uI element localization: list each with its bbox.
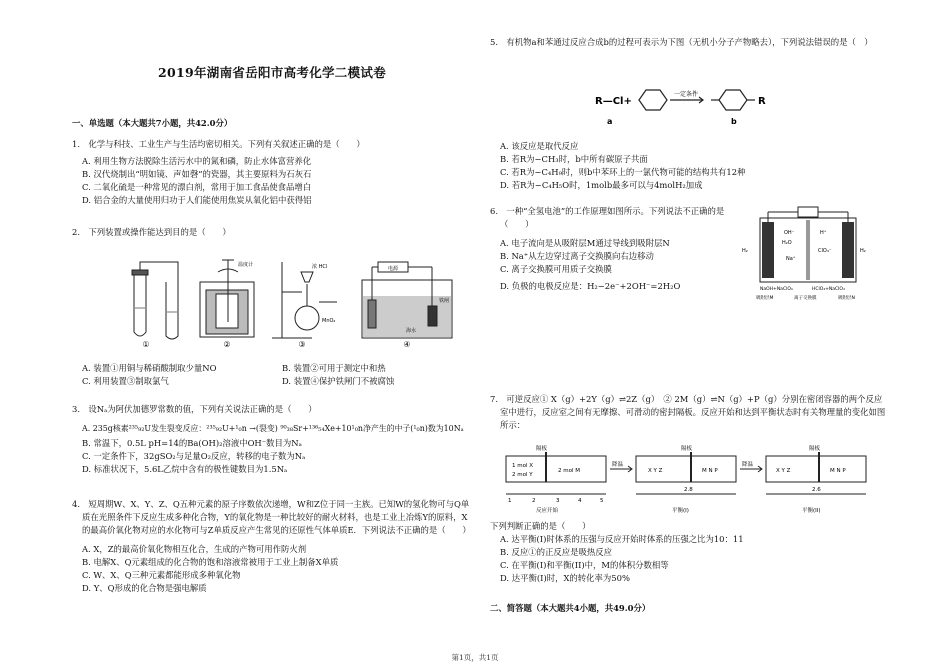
hydrogen-cell-figure xyxy=(738,204,878,302)
product-r-text: R xyxy=(758,96,766,107)
question-1 xyxy=(72,138,472,207)
question-stem: 1. 化学与科技、工业生产与生活均密切相关。下列有关叙述正确的是（ ） xyxy=(72,139,365,149)
option-c: C. 若R为−C₄H₉时，则b中苯环上的一氯代物可能的结构共有12种 xyxy=(500,167,746,177)
question-7-options xyxy=(490,520,890,585)
apparatus-label-1: ① xyxy=(142,340,150,349)
reaction-scheme xyxy=(595,80,785,130)
option-a: A. 达平衡(I)时体系的压强与反应开始时体系的压强之比为10：11 xyxy=(500,534,744,544)
scale-2: 2 xyxy=(532,498,536,504)
question-7-followup: 下列判断正确的是（ ） xyxy=(490,521,591,531)
mnp-label-1: M N P xyxy=(702,468,718,474)
section-heading-1: 一、单选题（本大题共7小题，共42.0分） xyxy=(72,118,233,128)
h-plus-label: H⁺ xyxy=(820,230,827,236)
apparatus-label-2: ② xyxy=(223,340,231,349)
question-stem: 5. 有机物a和苯通过反应合成b的过程可表示为下图（无机小分子产物略去），下列说法错误的是（ ） xyxy=(490,37,873,47)
question-3 xyxy=(72,403,472,476)
option-b: B. Na⁺从左边穿过离子交换膜向右边移动 xyxy=(500,251,654,261)
mnp-label-2: M N P xyxy=(830,468,846,474)
option-c: C. 在平衡(I)和平衡(II)中，M的体积分数相等 xyxy=(500,560,669,570)
partition-position-1: 2.8 xyxy=(684,487,693,493)
option-d: D. 铝合金的大量使用归功于人们能使用焦炭从氧化铝中获得铝 xyxy=(82,195,312,205)
apparatus-label-3: ③ xyxy=(298,340,306,349)
page-footer: 第1页，共1页 xyxy=(451,653,499,662)
equilibrium-figure xyxy=(502,442,878,514)
h2-right-label: H₂ xyxy=(860,248,866,254)
label-a: a xyxy=(607,117,613,126)
option-a: A. 电子流向是从吸附层M通过导线到吸附层N xyxy=(500,238,670,248)
option-b: B. 装置②可用于测定中和热 xyxy=(282,363,386,373)
option-d: D. 若R为−C₄H₅O时，1molb最多可以与4molH₂加成 xyxy=(500,180,703,190)
option-b: B. 电解X、Q元素组成的化合物的饱和溶液常被用于工业上制备X单质 xyxy=(82,557,339,567)
partition-label-2: 隔板 xyxy=(681,446,693,452)
xyz-label-2: X Y Z xyxy=(776,468,791,474)
partition-label-3: 隔板 xyxy=(809,446,821,452)
option-a: A. X，Z的最高价氧化物相互化合，生成的产物可用作防火剂 xyxy=(82,544,307,554)
condition-label: 一定条件 xyxy=(673,91,699,98)
scale-5: 5 xyxy=(600,498,604,504)
question-stem: 7. 可逆反应① X（g）+2Y（g）⇌2Z（g） ② 2M（g）⇌N（g）+P（g）分别在密闭容器的两个反应室中进行，反应室之间有无摩擦、可滑动的密封隔板。反应开始和达到平衡状态时有关物理量的变化如图所示： xyxy=(490,394,886,430)
option-a: A. 该反应是取代反应 xyxy=(500,141,579,151)
two-mol-y: 2 mol Y xyxy=(512,472,533,478)
xyz-label-1: X Y Z xyxy=(648,468,663,474)
h2o-label: H₂O xyxy=(782,240,792,246)
question-6 xyxy=(490,205,740,293)
iron-gate-label: 铁闸 xyxy=(439,298,450,304)
question-stem: 6. 一种“全氢电池”的工作原理如图所示。下列说法不正确的是（ ） xyxy=(490,206,725,229)
partition-label-1: 隔板 xyxy=(536,446,548,452)
start-label: 反应开始 xyxy=(536,508,559,514)
one-mol-x: 1 mol X xyxy=(512,463,534,469)
two-mol-m: 2 mol M xyxy=(558,468,580,474)
option-d: D. 装置④保护铁闸门不被腐蚀 xyxy=(282,376,395,386)
conc-hcl-label: 浓 HCl xyxy=(312,264,328,270)
question-7 xyxy=(490,393,890,432)
option-d: D. Y、Q形成的化合物是强电解质 xyxy=(82,583,207,593)
option-d: D. 负极的电极反应是：H₂−2e⁻+2OH⁻=2H₂O xyxy=(500,281,681,291)
option-c: C. 二氧化硫是一种常见的漂白剂，常用于加工食品使食品增白 xyxy=(82,182,312,192)
cooling-label-1: 降温 xyxy=(612,462,624,468)
apparatus-label-4: ④ xyxy=(403,340,411,349)
equilibrium-2-label: 平衡(II) xyxy=(802,508,821,514)
section-heading-2: 二、简答题（本大题共4小题，共49.0分） xyxy=(490,603,651,613)
layer-m-label: 吸附层M xyxy=(756,296,774,301)
option-a: A. 235g核素²³⁵₉₂U发生裂变反应：²³⁵₉₂U+¹₀n →(裂变) ⁹⁰₃₈Sr+¹³⁶₅₄Xe+10¹₀n净产生的中子(¹₀n)数为10Nₐ xyxy=(82,424,464,433)
question-stem: 2. 下列装置或操作能达到目的是（ ） xyxy=(72,227,231,237)
membrane-label: 离子交换膜 xyxy=(794,296,817,301)
question-5-options xyxy=(490,140,890,192)
question-2 xyxy=(72,226,472,239)
na-label: Na⁺ xyxy=(786,256,796,262)
label-b: b xyxy=(731,117,737,126)
option-c: C. 利用装置③制取氯气 xyxy=(82,376,169,386)
reactant-a-text: R—Cl+ xyxy=(595,96,632,107)
question-stem: 3. 设Nₐ为阿伏加德罗常数的值，下列有关说法正确的是（ ） xyxy=(72,404,317,414)
left-electrolyte-label: NaOH+NaClO₄ xyxy=(760,287,793,292)
option-b: B. 反应①的正反应是吸热反应 xyxy=(500,547,612,557)
option-c: C. 离子交换膜可用质子交换膜 xyxy=(500,264,612,274)
layer-n-label: 吸附层N xyxy=(838,296,855,301)
question-4 xyxy=(72,498,472,595)
page-title: 2019年湖南省岳阳市高考化学二模试卷 xyxy=(158,65,386,80)
option-b: B. 常温下，0.5L pH=14的Ba(OH)₂溶液中OH⁻数目为Nₐ xyxy=(82,438,302,448)
option-c: C. 一定条件下，32gSO₂与足量O₂反应，转移的电子数为Nₐ xyxy=(82,451,306,461)
question-stem: 4. 短周期W、X、Y、Z、Q五种元素的原子序数依次递增，W和Z位于同一主族。已知W的氢化物可与Q单质在光照条件下反应生成多种化合物，Y的氧化物是一种比较好的耐火材料，也是工业上冶炼Y的原料，X的最高价氧化物对应的水化物可与Z单质反应产生常见的还原性气体单质E．下列说法不正确的是（ ） xyxy=(72,499,471,535)
scale-4: 4 xyxy=(578,498,582,504)
option-c: C. W、X、Q三种元素都能形成多种氧化物 xyxy=(82,570,241,580)
option-d: D. 标准状况下，5.6L乙烷中含有的极性键数目为1.5Nₐ xyxy=(82,464,288,474)
apparatus-figure xyxy=(122,252,467,352)
option-b: B. 汉代烧制出“明如镜、声如磬”的瓷器，其主要原料为石灰石 xyxy=(82,169,312,179)
question-5 xyxy=(490,36,890,49)
h2-left-label: H₂ xyxy=(742,248,748,254)
option-d: D. 达平衡(I)时，X的转化率为50% xyxy=(500,573,630,583)
cooling-label-2: 降温 xyxy=(742,462,754,468)
right-electrolyte-label: HClO₄+NaClO₄ xyxy=(812,287,845,292)
option-b: B. 若R为−CH₃时，b中所有碳原子共面 xyxy=(500,154,648,164)
figure-text-group xyxy=(508,444,846,514)
thermometer-label: 温度计 xyxy=(238,262,254,268)
clo4-label: ClO₄⁻ xyxy=(818,248,832,254)
option-a: A. 利用生物方法脱除生活污水中的氮和磷，防止水体富营养化 xyxy=(82,156,312,166)
equilibrium-1-label: 平衡(I) xyxy=(672,508,689,514)
oh-label: OH⁻ xyxy=(784,230,795,236)
partition-position-2: 2.6 xyxy=(812,487,821,493)
question-2-options xyxy=(72,362,472,388)
mno2-label: MnO₂ xyxy=(322,318,336,324)
scale-3: 3 xyxy=(556,498,560,504)
scale-1: 1 xyxy=(508,498,512,504)
seawater-label: 海水 xyxy=(406,328,417,334)
option-a: A. 装置①用铜与稀硝酸制取少量NO xyxy=(82,363,217,373)
power-source-label: 电源 xyxy=(387,266,399,272)
